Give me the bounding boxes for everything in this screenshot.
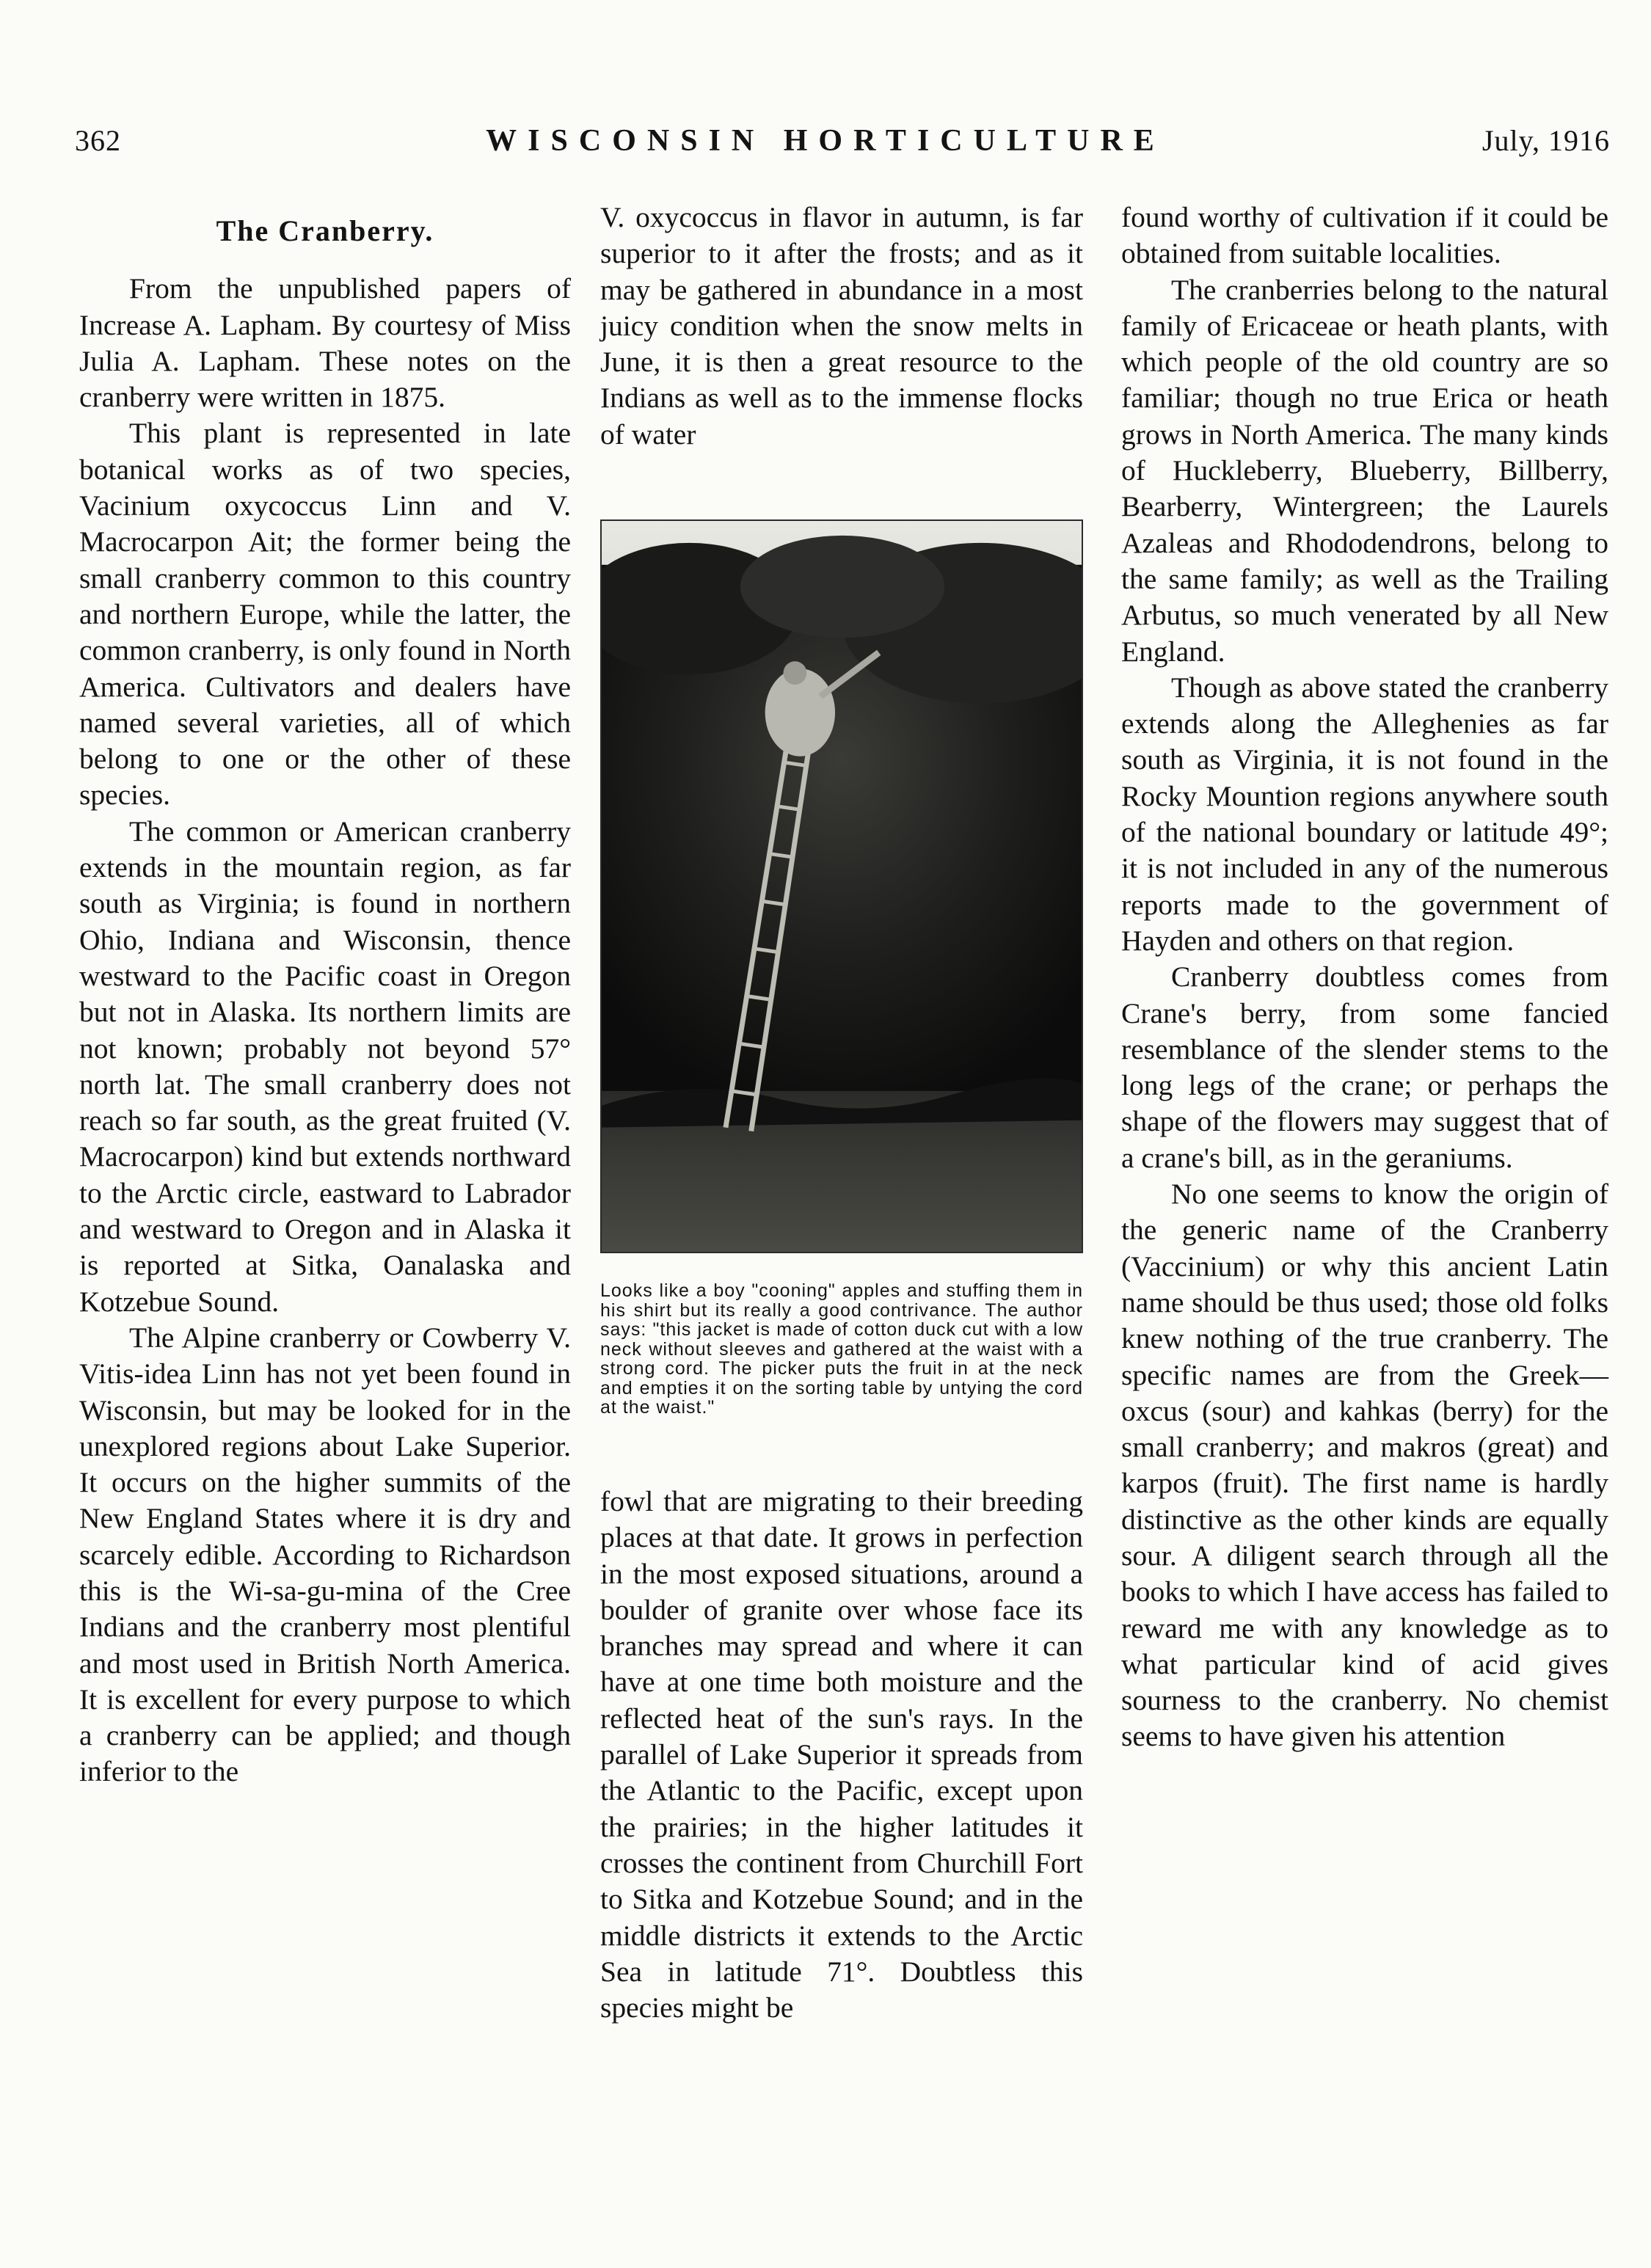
figure-caption: Looks like a boy "cooning" apples and stuffing them in his shirt but its really a good contrivance. The author says: "this jacket is made of cotton duck cut with a low neck without sleeves and gathered at the waist with a strong cord. The picker puts the fruit in at the neck and empties it on the sorting table by untying the cord at the waist." [600, 1280, 1083, 1418]
paragraph-alpine-cranberry: The Alpine cranberry or Cowberry V. Vitis-idea Linn has not yet been found in Wisconsin, but may be looked for in the unexplored regions about Lake Superior. It occurs on the higher summits of the New England States where it is dry and scarcely edible. According to Richardson this is the Wi-sa-gu-mina of the Cree Indians and the cranberry most plentiful and most used in British North America. It is excellent for every purpose to which a cranberry can be applied; and though inferior to the [79, 1321, 571, 1788]
paragraph-source-note: From the unpublished papers of Increase A. Lapham. By courtesy of Miss Julia A. Lapham. These notes on the cranberry were written in 1875. [79, 272, 571, 414]
paragraph-fowl: fowl that are migrating to their breeding places at that date. It grows in perfection in the most exposed situations, around a boulder of granite over whose face its branches may spread and where it can have at one time both moisture and the reflected heat of the sun's rays. In the parallel of Lake Superior it spreads from the Atlantic to the Pacific, except upon the prairies; in the higher latitudes it crosses the continent from Churchill Fort to Sitka and Kotzebue Sound; and in the middle districts it extends to the Arctic Sea in latitude 71°. Doubtless this species might be [600, 1485, 1083, 2024]
paragraph-family: The cranberries belong to the natural family of Ericaceae or heath plants, with which people of the old country are so familiar; though no true Erica or heath grows in North America. The many kinds of Huckleberry, Blueberry, Billberry, Bearberry, Wintergreen; the Laurels Azaleas and Rhododendrons, belong to the same family; as well as the Trailing Arbutus, so much venerated by all New England. [1121, 273, 1608, 668]
page-number: 362 [75, 124, 121, 157]
paragraph-etymology: Cranberry doubtless comes from Crane's berry, from some fancied resemblance of the slender stems to the long legs of the crane; or perhaps the shape of the flowers may suggest that of a crane's bill, as in the geraniums. [1121, 960, 1608, 1174]
column-2-top [600, 200, 1083, 453]
figure-cranberry-picker [600, 519, 1083, 1418]
column-3 [1121, 200, 1608, 1755]
paragraph-range: The common or American cranberry extends in the mountain region, as far south as Virginia; is found in northern Ohio, Indiana and Wisconsin, thence westward to the Pacific coast in Oregon but not in Alaska. Its northern limits are not known; probably not beyond 57° north lat. The small cranberry does not reach so far south, as the great fruited (V. Macrocarpon) kind but extends northward to the Arctic circle, eastward to Labrador and westward to Oregon and in Alaska it is reported at Sitka, Oanalaska and Kotzebue Sound. [79, 814, 571, 1318]
paragraph-generic-name: No one seems to know the origin of the generic name of the Cranberry (Vaccinium) or why this ancient Latin name should be thus used; those old folks knew nothing of the true cranberry. The specific names are from the Greek—oxcus (sour) and kahkas (berry) for the small cranberry; and makros (great) and karpos (fruit). The first name is hardly distinctive as the other kinds are equally sour. A diligent search through all the books to which I have access has failed to reward me with any knowledge as to what particular kind of acid gives sourness to the cranberry. No chemist seems to have given his attention [1121, 1178, 1608, 1753]
page-header [0, 123, 1651, 164]
issue-date: July, 1916 [1481, 124, 1610, 157]
column-2-bottom [600, 1484, 1083, 2026]
running-title: WISCONSIN HORTICULTURE [486, 124, 1165, 158]
paragraph-continued-col2: V. oxycoccus in flavor in autumn, is far superior to it after the frosts; and as it may be gathered in abundance in a most juicy condition when the snow melts in June, it is then a great resource to the Indians as well as to the immense flocks of water [600, 201, 1083, 451]
photo-picker-on-ladder [600, 519, 1083, 1253]
column-1 [79, 213, 571, 1790]
paragraph-alleghenies: Though as above stated the cranberry extends along the Alleghenies as far south as Virginia, it is not found in the Rocky Mountion regions anywhere south of the national boundary or latitude 49°; it is not included in any of the numerous reports made to the government of Hayden and others on that region. [1121, 671, 1608, 957]
paragraph-continued-col3: found worthy of cultivation if it could be obtained from suitable localities. [1121, 201, 1608, 270]
article-title: The Cranberry. [216, 214, 434, 247]
paragraph-species: This plant is represented in late botanical works as of two species, Vacinium oxycoccus Linn and V. Macrocarpon Ait; the former being the small cranberry common to this country and northern Europe, while the latter, the common cranberry, is only found in North America. Cultivators and dealers have named several varieties, all of which belong to one or the other of these species. [79, 417, 571, 812]
